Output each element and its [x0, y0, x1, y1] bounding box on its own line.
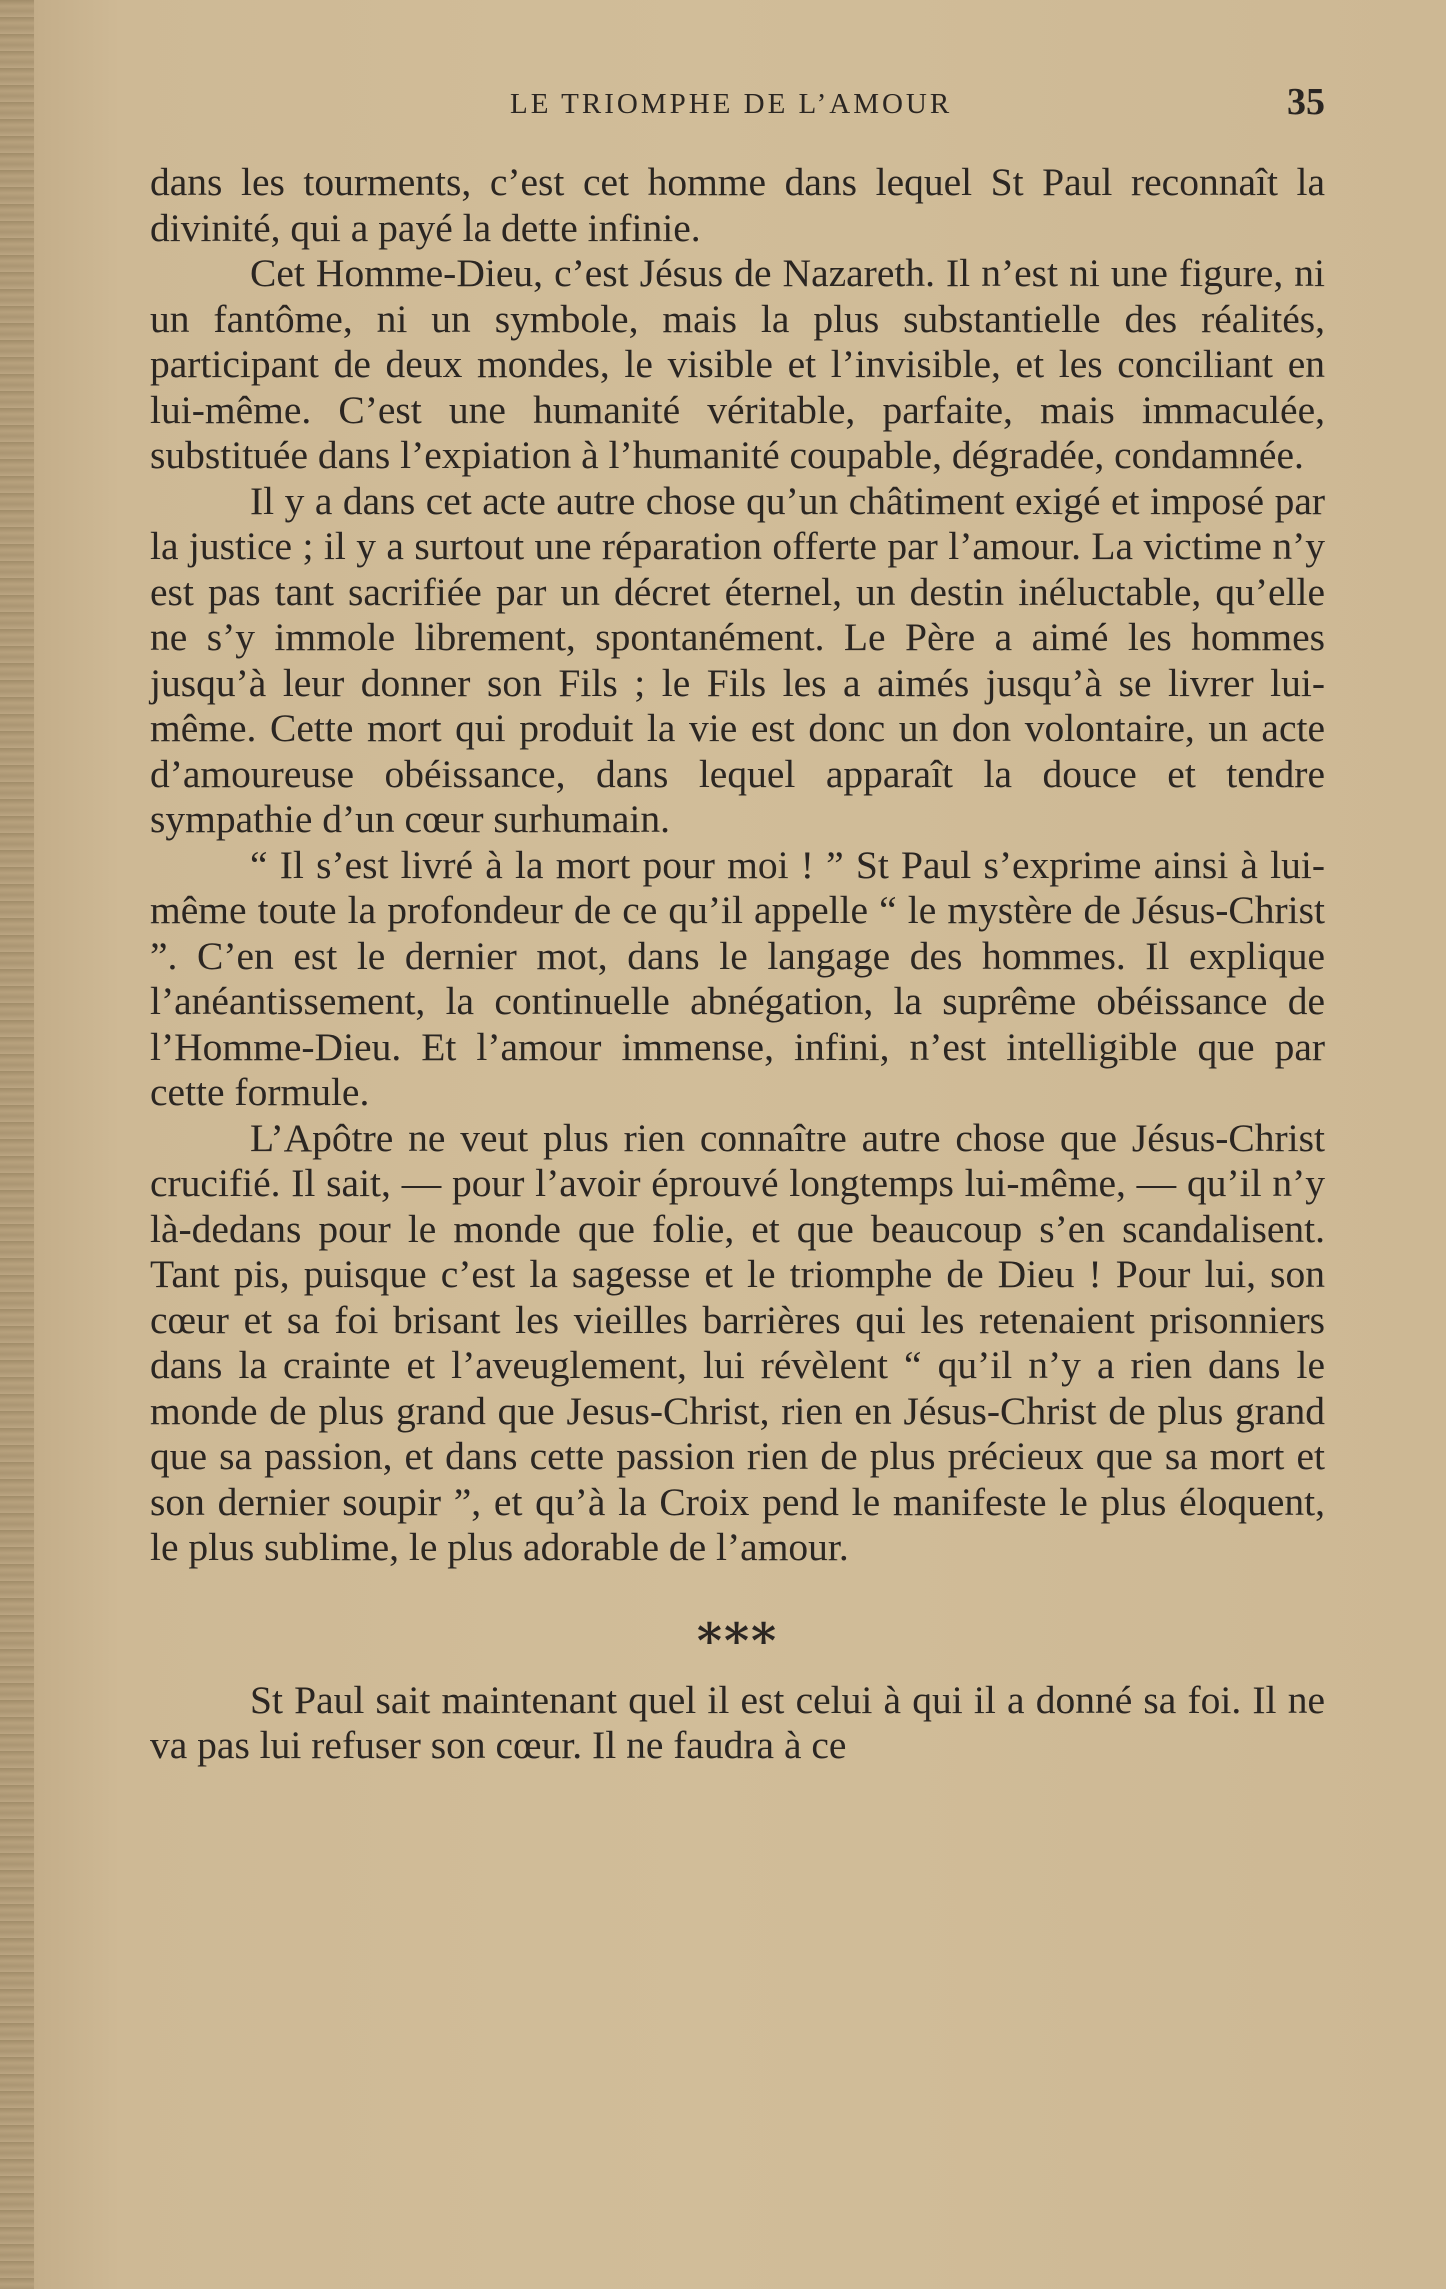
running-head: LE TRIOMPHE DE L’AMOUR — [510, 88, 953, 120]
page-number: 35 — [1287, 81, 1325, 123]
paragraph: “ Il s’est livré à la mort pour moi ! ” St Paul s’exprime ainsi à lui-même toute la profondeur de ce qu’il appelle “ le mystère de Jésus-Christ ”. C’en est le dernier mot, dans le langage des hommes. Il explique l’anéantissement, la continuelle abnégation, la suprême obéissance de l’Homme-Dieu. Et l’amour immense, infini, n’est intelligible que par cette formule. — [150, 842, 1325, 1114]
section-divider: ⁎⁎⁎ — [696, 1601, 779, 1655]
paragraph: L’Apôtre ne veut plus rien connaître autre chose que Jésus-Christ crucifié. Il sait, — pour l’avoir éprouvé longtemps lui-même, — qu’il n’y là-dedans pour le monde que folie, et que beaucoup s’en scandalisent. Tant pis, puisque c’est la sagesse et le triomphe de Dieu ! Pour lui, son cœur et sa foi brisant les vieilles barrières qui les retenaient prisonniers dans la crainte et l’aveuglement, lui révèlent “ qu’il n’y a rien dans le monde de plus grand que Jesus-Christ, rien en Jésus-Christ de plus grand que sa passion, et dans cette passion rien de plus précieux que sa mort et son dernier soupir ”, et qu’à la Croix pend le manifeste le plus éloquent, le plus sublime, le plus adorable de l’amour. — [150, 1115, 1325, 1569]
paragraph-continued: dans les tourments, c’est cet homme dans lequel St Paul reconnaît la divinité, qui a payé la dette infinie. — [150, 160, 1325, 250]
paragraph-closing: St Paul sait maintenant quel il est celui à qui il a donné sa foi. Il ne va pas lui refuser son cœur. Il ne faudra à ce — [150, 1677, 1325, 1767]
paragraph: Cet Homme-Dieu, c’est Jésus de Nazareth. Il n’est ni une figure, ni un fantôme, ni un symbole, mais la plus substantielle des réalités, participant de deux mondes, le visible et l’invisible, et les conciliant en lui-même. C’est une humanité véritable, parfaite, mais immaculée, substituée dans l’expiation à l’humanité coupable, dégradée, condamnée. — [150, 251, 1325, 477]
page-header — [150, 80, 1325, 140]
body-text — [150, 160, 1325, 1769]
paragraph: Il y a dans cet acte autre chose qu’un châtiment exigé et imposé par la justice ; il y a surtout une réparation offerte par l’amour. La victime n’y est pas tant sacrifiée par un décret éternel, un destin inéluctable, qu’elle ne s’y immole librement, spontanément. Le Père a aimé les hommes jusqu’à leur donner son Fils ; le Fils les a aimés jusqu’à se livrer lui-même. Cette mort qui produit la vie est donc un don volontaire, un acte d’amoureuse obéissance, dans lequel apparaît la douce et tendre sympathie d’un cœur surhumain. — [150, 478, 1325, 841]
page-binding-edge — [0, 0, 34, 2289]
